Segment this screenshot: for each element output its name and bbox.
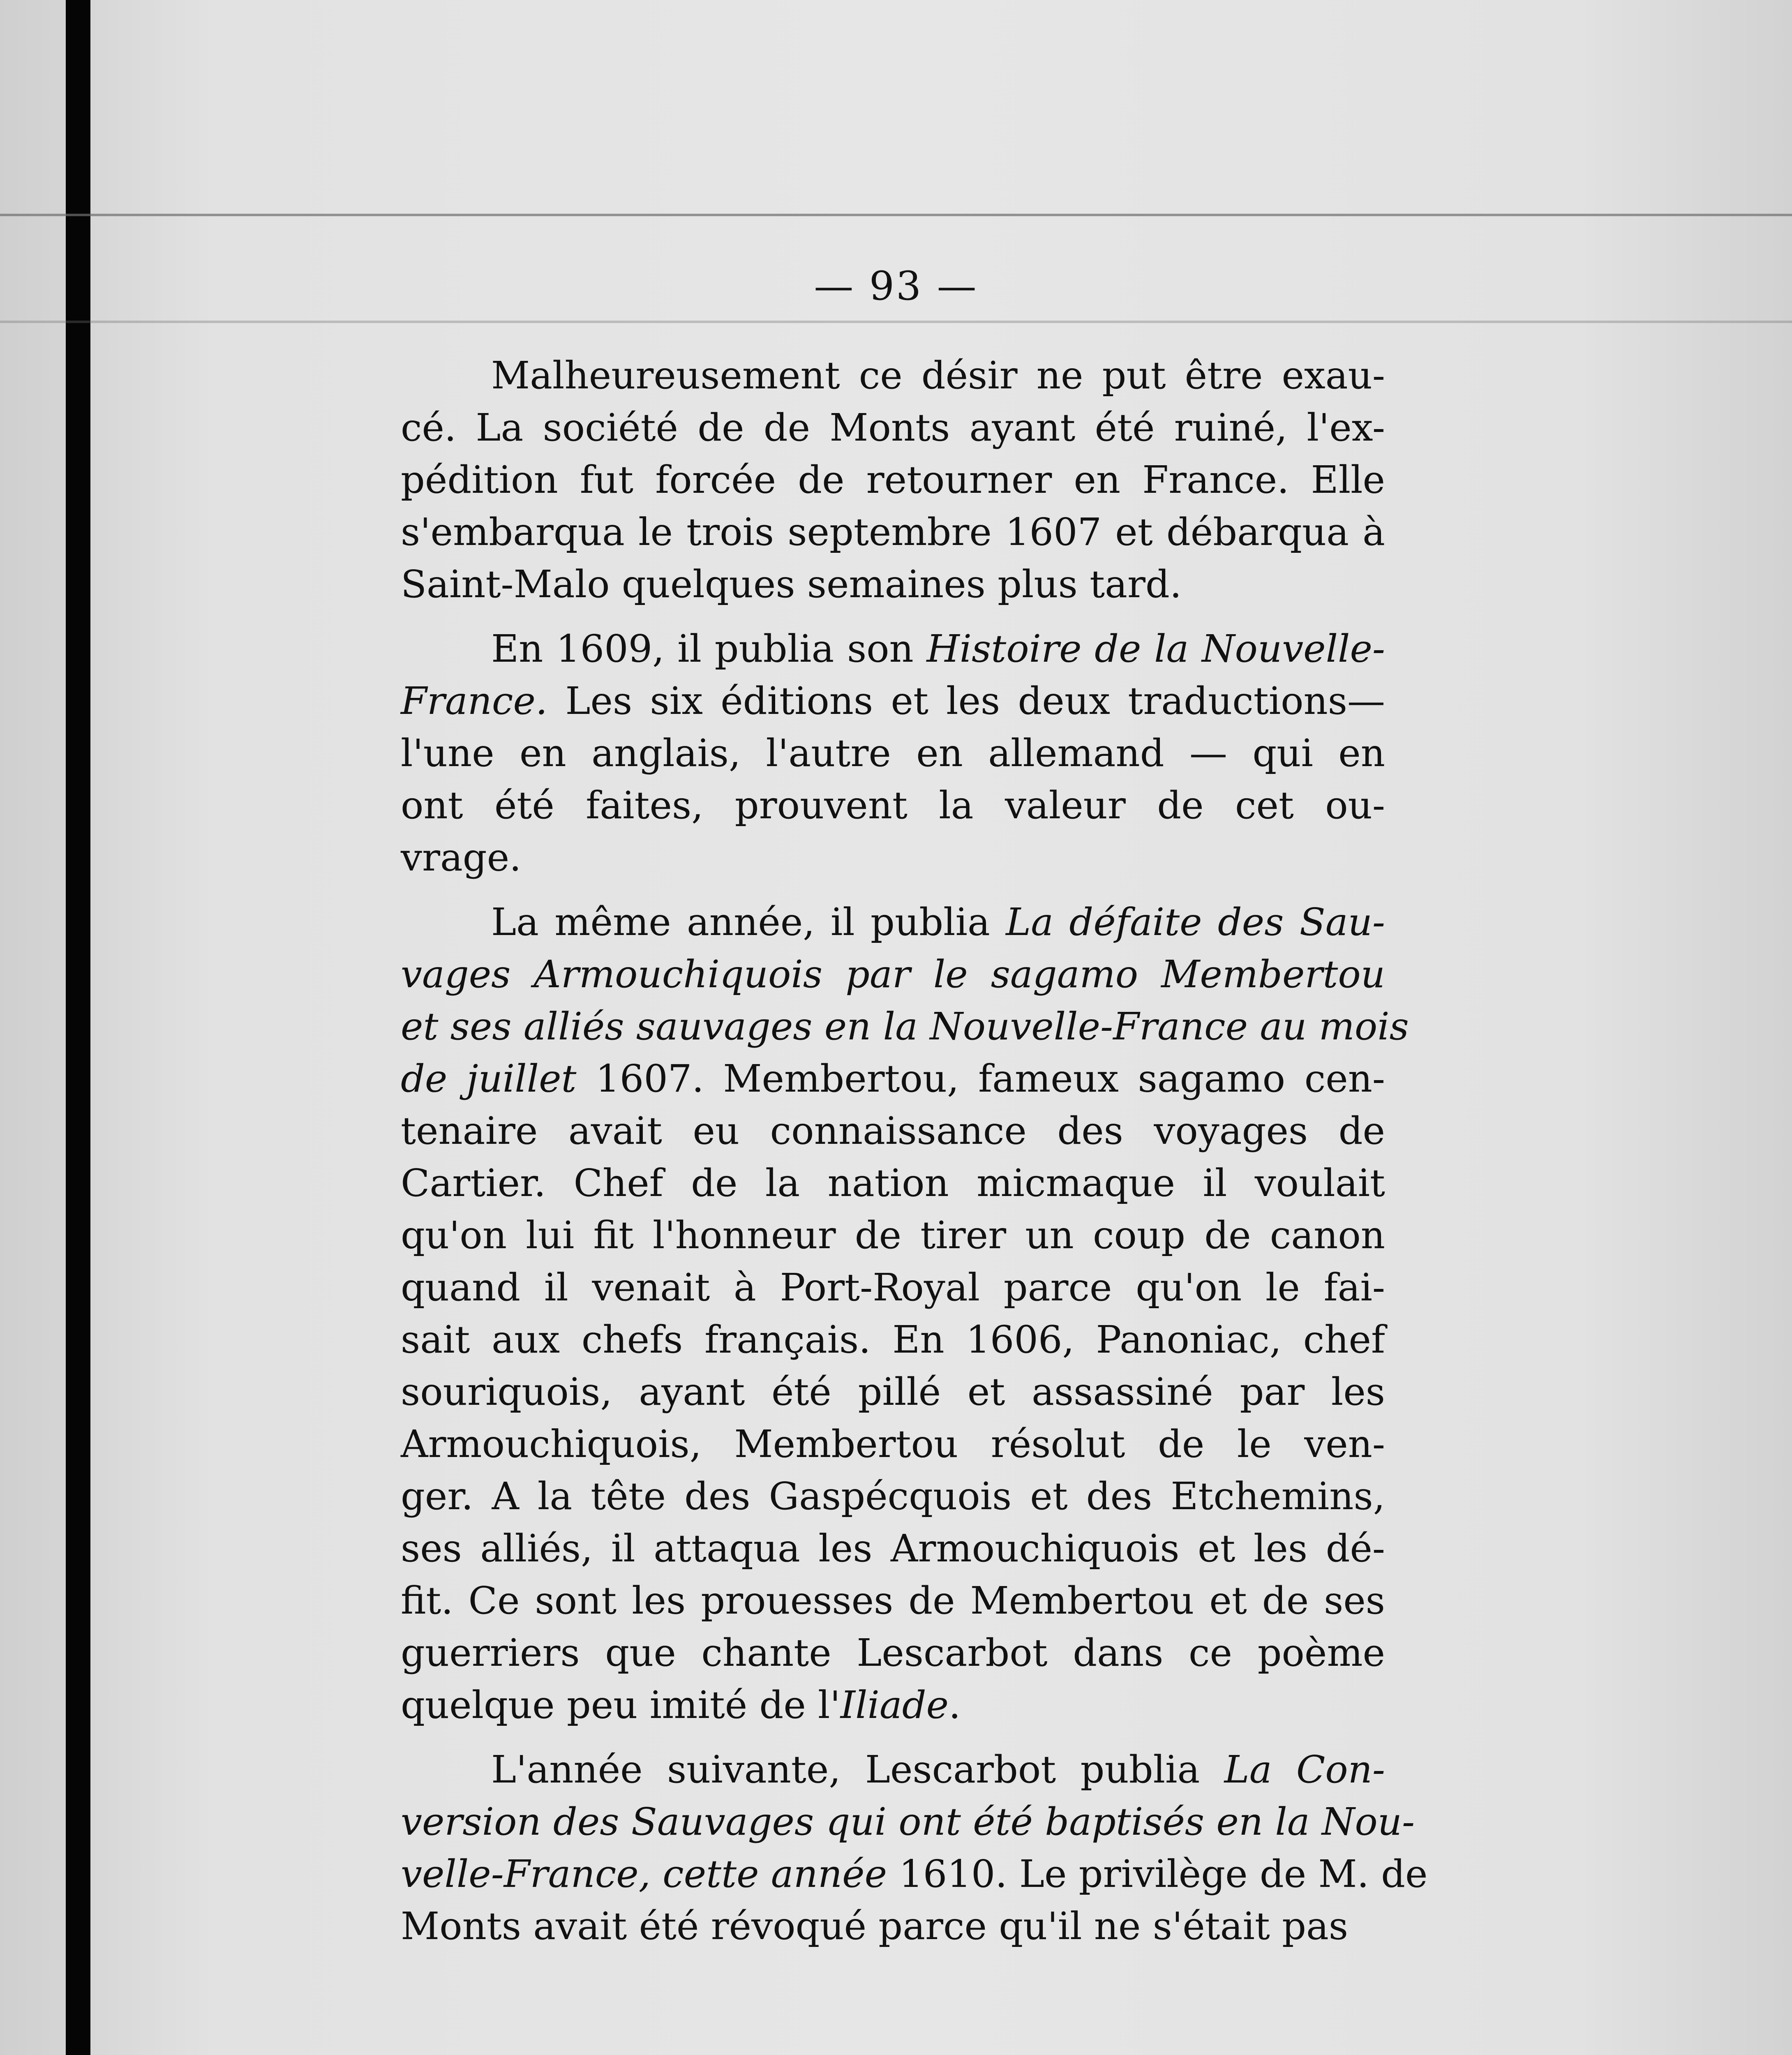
text-line [401,454,1385,506]
text-line [401,1000,1409,1053]
text-line [401,1314,1385,1366]
text-segment: Cartier. Chef de la nation micmaque il voulait [401,1161,1385,1205]
italic-text: velle-France, cette année [401,1852,887,1896]
text-line [401,1261,1385,1314]
top-ruled-line [0,214,1792,216]
paragraph [401,349,1385,610]
text-line [401,1053,1385,1105]
text-segment: souriquois, ayant été pillé et assassiné par les [401,1370,1385,1414]
text-segment: Armouchiquois, Membertou résolut de le ven- [401,1422,1385,1466]
text-line [401,1209,1385,1261]
italic-text: et ses alliés sauvages en la Nouvelle-France au mois [401,1004,1409,1048]
body-text [401,349,1428,1965]
text-line [401,1522,1385,1575]
italic-text: La Con- [1224,1748,1386,1792]
text-line [401,623,1385,675]
italic-text: La défaite des Sau- [1006,900,1385,944]
text-line [401,1418,1385,1470]
italic-text: Iliade [840,1683,949,1727]
text-line [401,1575,1385,1627]
text-segment: Saint-Malo quelques semaines plus tard. [401,562,1182,606]
italic-text: France. [401,679,548,723]
text-line [401,1848,1428,1900]
text-segment: tenaire avait eu connaissance des voyages de [401,1109,1385,1153]
paragraph [401,623,1385,884]
text-segment: s'embarqua le trois septembre 1607 et débarqua à [401,510,1385,554]
text-line [401,1105,1385,1157]
text-segment: sait aux chefs français. En 1606, Panoniac, chef [401,1318,1385,1362]
text-segment: ses alliés, il attaqua les Armouchiquois et les dé- [401,1526,1385,1570]
text-segment: . [949,1683,961,1727]
text-segment: 1610. Le privilège de M. de [887,1852,1428,1896]
top-ruled-line-2 [0,321,1792,323]
text-segment: quelque peu imité de l' [401,1683,841,1727]
text-segment: ont été faites, prouvent la valeur de cet ou- [401,783,1385,827]
text-segment: Malheureusement ce désir ne put être exau- [491,353,1385,397]
text-line [401,1157,1385,1209]
text-line [401,727,1385,779]
text-line [401,1679,1385,1731]
text-line [401,1900,1385,1952]
text-segment: quand il venait à Port-Royal parce qu'on le fai- [401,1265,1385,1309]
text-segment: Monts avait été révoqué parce qu'il ne s'était pas [401,1904,1349,1948]
paragraph [401,1743,1428,1952]
italic-text: vages Armouchiquois par le sagamo Membertou [401,952,1385,996]
paragraph [401,896,1409,1731]
text-segment: En 1609, il publia son [491,627,927,671]
text-segment: l'une en anglais, l'autre en allemand — qui en [401,731,1385,775]
text-segment: Les six éditions et les deux traductions— [547,679,1385,723]
italic-text: Histoire de la Nouvelle- [926,627,1385,671]
text-line [401,558,1385,610]
text-line [401,1366,1385,1418]
italic-text: de juillet [401,1057,577,1101]
text-line [401,1627,1385,1679]
text-segment: guerriers que chante Lescarbot dans ce poème [401,1631,1385,1675]
binding-shadow [66,0,90,2055]
text-line [401,896,1385,948]
text-line [401,1470,1385,1522]
text-segment: qu'on lui fit l'honneur de tirer un coup de canon [401,1213,1385,1257]
text-line [401,675,1385,727]
text-line [401,1743,1385,1796]
text-segment: fit. Ce sont les prouesses de Membertou et de ses [401,1579,1385,1623]
text-segment: vrage. [401,836,522,880]
text-line [401,779,1385,831]
text-segment: 1607. Membertou, fameux sagamo cen- [576,1057,1386,1101]
page-number: — 93 — [814,263,978,309]
text-segment: L'année suivante, Lescarbot publia [491,1748,1224,1792]
text-line [401,831,1385,884]
text-line [401,1796,1415,1848]
text-line [401,402,1385,454]
text-segment: ger. A la tête des Gaspécquois et des Etchemins, [401,1474,1385,1518]
text-segment: pédition fut forcée de retourner en France. Elle [401,458,1385,502]
text-segment: cé. La société de de Monts ayant été ruiné, l'ex- [401,406,1385,450]
text-line [401,506,1385,558]
italic-text: version des Sauvages qui ont été baptisés en la Nou- [401,1800,1415,1844]
text-line [401,948,1385,1000]
text-segment: La même année, il publia [491,900,1006,944]
text-line [401,349,1385,402]
